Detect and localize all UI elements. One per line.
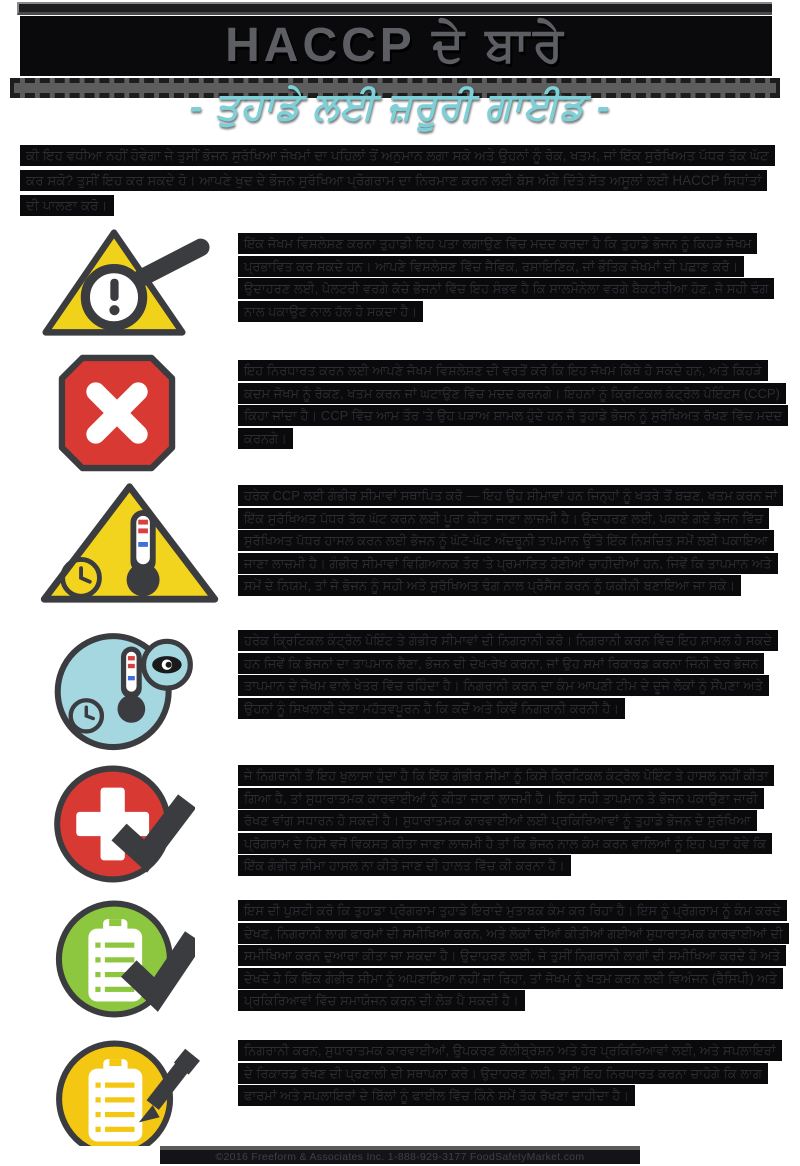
list-item-critical-control-points [0, 354, 800, 479]
list-item-corrective-actions [0, 759, 800, 894]
principle-text [238, 227, 786, 323]
list-item-verification [0, 894, 800, 1034]
verification-clipboard-check-icon [42, 894, 238, 1029]
principle-5-text: ਜੇ ਨਿਗਰਾਨੀ ਤੋਂ ਇਹ ਖੁਲਾਸਾ ਹੁੰਦਾ ਹੈ ਕਿ ਇੱਕ ਗੰਭੀਰ ਸੀਮਾ ਨੂੰ ਕਿਸੇ ਕ੍ਰਿਟਿਕਲ ਕੰਟ੍ਰੋਲ ਪੋਇੰਟ ਤੇ ਹਾਸਲ ਨਹੀਂ ਕੀਤਾ ਗਿਆ ਹੈ, ਤਾਂ ਸੁਧਾਰਾਤਮਕ ਕਾਰਵਾਈਆਂ ਨੂੰ ਕੀਤਾ ਜਾਣਾ ਲਾਜ਼ਮੀ ਹੈ। ਇਹ ਸਹੀ ਤਾਪਮਾਨ ਤੇ ਭੋਜਨ ਪਕਾਉਣਾ ਜਾਰੀ ਰੱਖਣ ਵਾਂਗ ਸਧਾਰਨ ਹੋ ਸਕਦੀ ਹੈ। ਸੁਧਾਰਾਤਮਕ ਕਾਰਵਾਈਆਂ ਲਈ ਪ੍ਰਕਿਰਿਆਵਾਂ ਨੂੰ ਤੁਹਾਡੇ ਭੋਜਨ ਦੇ ਸੁਰੱਖਿਆ ਪ੍ਰੋਗਰਾਮ ਦੇ ਹਿੱਸੇ ਵਜੋਂ ਵਿਕਸਤ ਕੀਤਾ ਜਾਣਾ ਲਾਜ਼ਮੀ ਹੈ ਤਾਂ ਕਿ ਭੋਜਨ ਨਾਲ ਕੰਮ ਕਰਨ ਵਾਲਿਆਂ ਨੂੰ ਇਹ ਪਤਾ ਹੋਵੇ ਕਿ ਇੱਕ ਗੰਭੀਰ ਸੀਮਾ ਹਾਸਲ ਨਾ ਕੀਤੇ ਜਾਣ ਦੀ ਹਾਲਤ ਵਿੱਚ ਕੀ ਕਰਨਾ ਹੈ। [238, 765, 774, 876]
title-banner [20, 16, 772, 76]
principles-list [0, 227, 800, 1146]
footer-text: ©2016 Freeform & Associates Inc. 1-888-929-3177 FoodSafetyMarket.com [215, 1151, 585, 1163]
corrective-action-cross-check-icon [42, 759, 238, 894]
principle-text [238, 479, 786, 598]
records-clipboard-pencil-icon [42, 1034, 238, 1146]
ccp-stop-x-icon [42, 354, 238, 477]
list-item-critical-limits [0, 479, 800, 624]
hazard-analysis-magnifier-warning-icon [42, 227, 238, 343]
critical-limits-thermometer-triangle-icon [42, 479, 238, 610]
intro-paragraph [20, 143, 778, 218]
list-item-hazard-analysis [0, 227, 800, 354]
principle-4-text: ਹਰੇਕ ਕ੍ਰਿਟਿਕਲ ਕੰਟ੍ਰੋਲ ਪੋਇੰਟ ਤੇ ਗੰਭੀਰ ਸੀਮਾਵਾਂ ਦੀ ਨਿਗਰਾਨੀ ਕਰੋ। ਨਿਗਰਾਨੀ ਕਰਨ ਵਿੱਚ ਇਹ ਸ਼ਾਮਲ ਹੋ ਸਕਦੇ ਹਨ ਜਿਵੇਂ ਕਿ ਭੋਜਨਾਂ ਦਾ ਤਾਪਮਾਨ ਲੈਣਾ, ਭੋਜਨ ਦੀ ਦੇਖ-ਰੇਖ ਕਰਨਾ, ਜਾਂ ਉਹ ਸਮਾਂ ਰਿਕਾਰਡ ਕਰਨਾ ਜਿੰਨੀ ਦੇਰ ਭੋਜਨ ਤਾਪਮਾਨ ਦੇ ਜੋਖਮ ਵਾਲੇ ਖੇਤਰ ਵਿੱਚ ਰਹਿੰਦਾ ਹੈ। ਨਿਗਰਾਨੀ ਕਰਨ ਦਾ ਕੰਮ ਆਪਣੀ ਟੀਮ ਦੇ ਦੂਜੇ ਲੋਕਾਂ ਨੂੰ ਸੌਂਪਣਾ ਅਤੇ ਉਹਨਾਂ ਨੂੰ ਸਿਖਲਾਈ ਦੇਣਾ ਮਹੱਤਵਪੂਰਨ ਹੈ ਕਿ ਕਦੋਂ ਅਤੇ ਕਿਵੇਂ ਨਿਗਰਾਨੀ ਕਰਨੀ ਹੈ। [238, 630, 778, 719]
principle-text [238, 354, 786, 450]
principle-text [238, 894, 786, 1013]
principle-text [238, 1034, 786, 1108]
top-accent-bar [17, 2, 772, 15]
principle-6-text: ਇਸ ਦੀ ਪੁਸ਼ਟੀ ਕਰੋ ਕਿ ਤੁਹਾਡਾ ਪ੍ਰੋਗਰਾਮ ਤੁਹਾਡੇ ਇਰਾਦੇ ਮੁਤਾਬਕ ਕੰਮ ਕਰ ਰਿਹਾ ਹੈ। ਇਸ ਨੂੰ ਪ੍ਰੋਗਰਾਮ ਨੂੰ ਕੰਮ ਕਰਦੇ ਦੇਖਣ, ਨਿਗਰਾਨੀ ਲਾਗ ਫਾਰਮਾਂ ਦੀ ਸਮੀਖਿਆ ਕਰਨ, ਅਤੇ ਲੋਕਾਂ ਦੀਆਂ ਕੀਤੀਆਂ ਗਈਆਂ ਸੁਧਾਰਾਤਮਕ ਕਾਰਵਾਈਆਂ ਦੀ ਸਮੀਖਿਆ ਕਰਨ ਦੁਆਰਾ ਕੀਤਾ ਜਾ ਸਕਦਾ ਹੈ। ਉਦਾਹਰਣ ਲਈ, ਜੇ ਤੁਸੀਂ ਨਿਗਰਾਨੀ ਲਾਗਾਂ ਦੀ ਸਮੀਖਿਆ ਕਰਦੇ ਹੋ ਅਤੇ ਦੇਖਦੇ ਹੋ ਕਿ ਇੱਕ ਗੰਭੀਰ ਸੀਮਾ ਨੂੰ ਅਪਣਾਇਆ ਨਹੀਂ ਜਾ ਰਿਹਾ, ਤਾਂ ਜੋਖਮ ਨੂੰ ਖਤਮ ਕਰਨ ਲਈ ਵਿਅੰਜਨ (ਰੈਸਿਪੀ) ਅਤੇ ਪ੍ਰਕਿਰਿਆਵਾਂ ਵਿੱਚ ਸਮਾਯੋਜਨ ਕਰਨ ਦੀ ਲੋੜ ਪੈ ਸਕਦੀ ਹੈ। [238, 900, 789, 1011]
principle-1-text: ਇੱਕ ਜੋਖਮ ਵਿਸ਼ਲੇਸ਼ਣ ਕਰਨਾ ਤੁਹਾਡੀ ਇਹ ਪਤਾ ਲਗਾਉਣ ਵਿੱਚ ਮਦਦ ਕਰਦਾ ਹੈ ਕਿ ਤੁਹਾਡੇ ਭੋਜਨ ਨੂੰ ਕਿਹੜੇ ਜੋਖਮ ਪ੍ਰਭਾਵਿਤ ਕਰ ਸਕਦੇ ਹਨ। ਆਪਣੇ ਵਿਸ਼ਲੇਸ਼ਣ ਵਿੱਚ ਜੈਵਿਕ, ਰਸਾਇਣਿਕ, ਜਾਂ ਭੌਤਿਕ ਜੋਖਮਾਂ ਦੀ ਪਛਾਣ ਕਰੋ। ਉਦਾਹਰਣ ਲਈ, ਪੋਲਟਰੀ ਵਰਗੇ ਕੱਚੇ ਭੋਜਨਾਂ ਵਿੱਚ ਇਹ ਸੰਭਵ ਹੈ ਕਿ ਸਾਲਮੋਨੇਲਾ ਵਰਗੇ ਬੈਕਟੀਰੀਆ ਹੋਣ, ਜੋ ਸਹੀ ਢੰਗ ਨਾਲ ਪਕਾਉਣ ਨਾਲ ਹੱਲ ਹੋ ਸਕਦਾ ਹੈ। [238, 233, 774, 322]
intro-text: ਕੀ ਇਹ ਵਧੀਆ ਨਹੀਂ ਹੋਵੇਗਾ ਜੇ ਤੁਸੀਂ ਭੋਜਨ ਸੁਰੱਖਿਆ ਜੋਖਮਾਂ ਦਾ ਪਹਿਲਾਂ ਤੋਂ ਅਨੁਮਾਨ ਲਗਾ ਸਕੋ ਅਤੇ ਉਹਨਾਂ ਨੂੰ ਰੋਕ, ਖਤਮ, ਜਾਂ ਇੱਕ ਸੁਰੱਖਿਅਤ ਪੱਧਰ ਤੱਕ ਘੱਟ ਕਰ ਸਕੋ? ਤੁਸੀਂ ਇਹ ਕਰ ਸਕਦੇ ਹੋ। ਆਪਣੇ ਖੁਦ ਦੇ ਭੋਜਨ ਸੁਰੱਖਿਆ ਪ੍ਰੋਗਰਾਮ ਦਾ ਨਿਰਮਾਣ ਕਰਨ ਲਈ ਬੱਸ ਅੱਗੇ ਦਿੱਤੇ ਸੱਤ ਅਸੂਲਾਂ ਲਈ HACCP ਸਿਧਾਂਤਾਂ ਦੀ ਪਾਲਣਾ ਕਰੋ। [20, 145, 775, 216]
page-subtitle: - ਤੁਹਾਡੇ ਲਈ ਜ਼ਰੂਰੀ ਗਾਈਡ - [189, 86, 611, 128]
monitoring-thermometer-clock-eye-icon [42, 624, 238, 759]
principle-text [238, 624, 786, 720]
principle-7-text: ਨਿਗਰਾਨੀ ਕਰਨ, ਸੁਧਾਰਾਤਮਕ ਕਾਰਵਾਈਆਂ, ਉਪਕਰਣ ਕੈਲੀਬ੍ਰੇਸ਼ਨ ਅਤੇ ਹੋਰ ਪ੍ਰਕਿਰਿਆਵਾਂ ਲਈ, ਅਤੇ ਸਪਲਾਇਰਾਂ ਦੇ ਰਿਕਾਰਡ ਰੱਖਣ ਦੀ ਪ੍ਰਣਾਲੀ ਦੀ ਸਥਾਪਨਾ ਕਰੋ। ਉਦਾਹਰਣ ਲਈ, ਤੁਸੀਂ ਇਹ ਨਿਰਧਾਰਤ ਕਰਨਾ ਚਾਹੋਗੇ ਕਿ ਲਾਗ ਫਾਰਮਾਂ ਅਤੇ ਸਪਲਾਇਰਾਂ ਦੇ ਬਿੱਲਾਂ ਨੂੰ ਫਾਈਲ ਵਿੱਚ ਕਿੰਨੇ ਸਮੇਂ ਤੱਕ ਰੱਖਣਾ ਚਾਹੀਦਾ ਹੈ। [238, 1040, 782, 1106]
list-item-record-keeping [0, 1034, 800, 1146]
principle-text [238, 759, 786, 878]
list-item-monitoring [0, 624, 800, 759]
page-title: HACCP ਦੇ ਬਾਰੇ [225, 19, 567, 72]
footer-bar [160, 1146, 640, 1164]
principle-3-text: ਹਰੇਕ CCP ਲਈ ਗੰਭੀਰ ਸੀਮਾਵਾਂ ਸਥਾਪਿਤ ਕਰੋ — ਇਹ ਉਹ ਸੀਮਾਵਾਂ ਹਨ ਜਿਨ੍ਹਾਂ ਨੂੰ ਖਤਰੇ ਤੋਂ ਬਚਣ, ਖਤਮ ਕਰਨ ਜਾਂ ਇੱਕ ਸੁਰੱਖਿਅਤ ਪੱਧਰ ਤੱਕ ਘੱਟ ਕਰਨ ਲਈ ਪੂਰਾ ਕੀਤਾ ਜਾਣਾ ਲਾਜ਼ਮੀ ਹੈ। ਉਦਾਹਰਣ ਲਈ, ਪਕਾਏ ਗਏ ਭੋਜਨ ਵਿੱਚ ਸੁਰੱਖਿਅਤ ਪੱਧਰ ਹਾਸਲ ਕਰਨ ਲਈ ਭੋਜਨ ਨੂੰ ਘੱਟੋ-ਘੱਟ ਅੰਦਰੂਨੀ ਤਾਪਮਾਨ ਉੱਤੇ ਇੱਕ ਨਿਸ਼ਚਿਤ ਸਮੇਂ ਲਈ ਪਕਾਇਆ ਜਾਣਾ ਲਾਜ਼ਮੀ ਹੈ। ਗੰਭੀਰ ਸੀਮਾਵਾਂ ਵਿਗਿਆਨਕ ਤੌਰ 'ਤੇ ਪ੍ਰਮਾਣਿਤ ਹੋਣੀਆਂ ਚਾਹੀਦੀਆਂ ਹਨ, ਜਿਵੇਂ ਕਿ ਤਾਪਮਾਨ ਅਤੇ ਸਮੇਂ ਦੇ ਨਿਯਮ, ਤਾਂ ਜੋ ਭੋਜਨ ਨੂੰ ਸਹੀ ਅਤੇ ਸੁਰੱਖਿਅਤ ਢੰਗ ਨਾਲ ਪ੍ਰੋਸੈਸ ਕਰਨ ਨੂੰ ਯਕੀਨੀ ਬਣਾਇਆ ਜਾ ਸਕੇ। [238, 485, 783, 596]
principle-2-text: ਇਹ ਨਿਰਧਾਰਤ ਕਰਨ ਲਈ ਆਪਣੇ ਜੋਖਮ ਵਿਸ਼ਲੇਸ਼ਣ ਦੀ ਵਰਤੋਂ ਕਰੋ ਕਿ ਇਹ ਜੋਖਮ ਕਿੱਥੇ ਹੋ ਸਕਦੇ ਹਨ, ਅਤੇ ਕਿਹੜੇ ਕਦਮ ਜੋਖਮ ਨੂੰ ਰੋਕਣ, ਖਤਮ ਕਰਨ ਜਾਂ ਘਟਾਉਣ ਵਿੱਚ ਮਦਦ ਕਰਨਗੇ। ਇਹਨਾਂ ਨੂੰ ਕ੍ਰਿਟਿਕਲ ਕੰਟ੍ਰੋਲ ਪੋਇੰਟਸ (CCP) ਕਿਹਾ ਜਾਂਦਾ ਹੈ। CCP ਵਿੱਚ ਆਮ ਤੌਰ 'ਤੇ ਉਹ ਪੜਾਅ ਸ਼ਾਮਲ ਹੁੰਦੇ ਹਨ ਜੋ ਤੁਹਾਡੇ ਭੋਜਨ ਨੂੰ ਸੁਰੱਖਿਅਤ ਰੱਖਣ ਵਿੱਚ ਮਦਦ ਕਰਨਗੇ। [238, 360, 788, 449]
